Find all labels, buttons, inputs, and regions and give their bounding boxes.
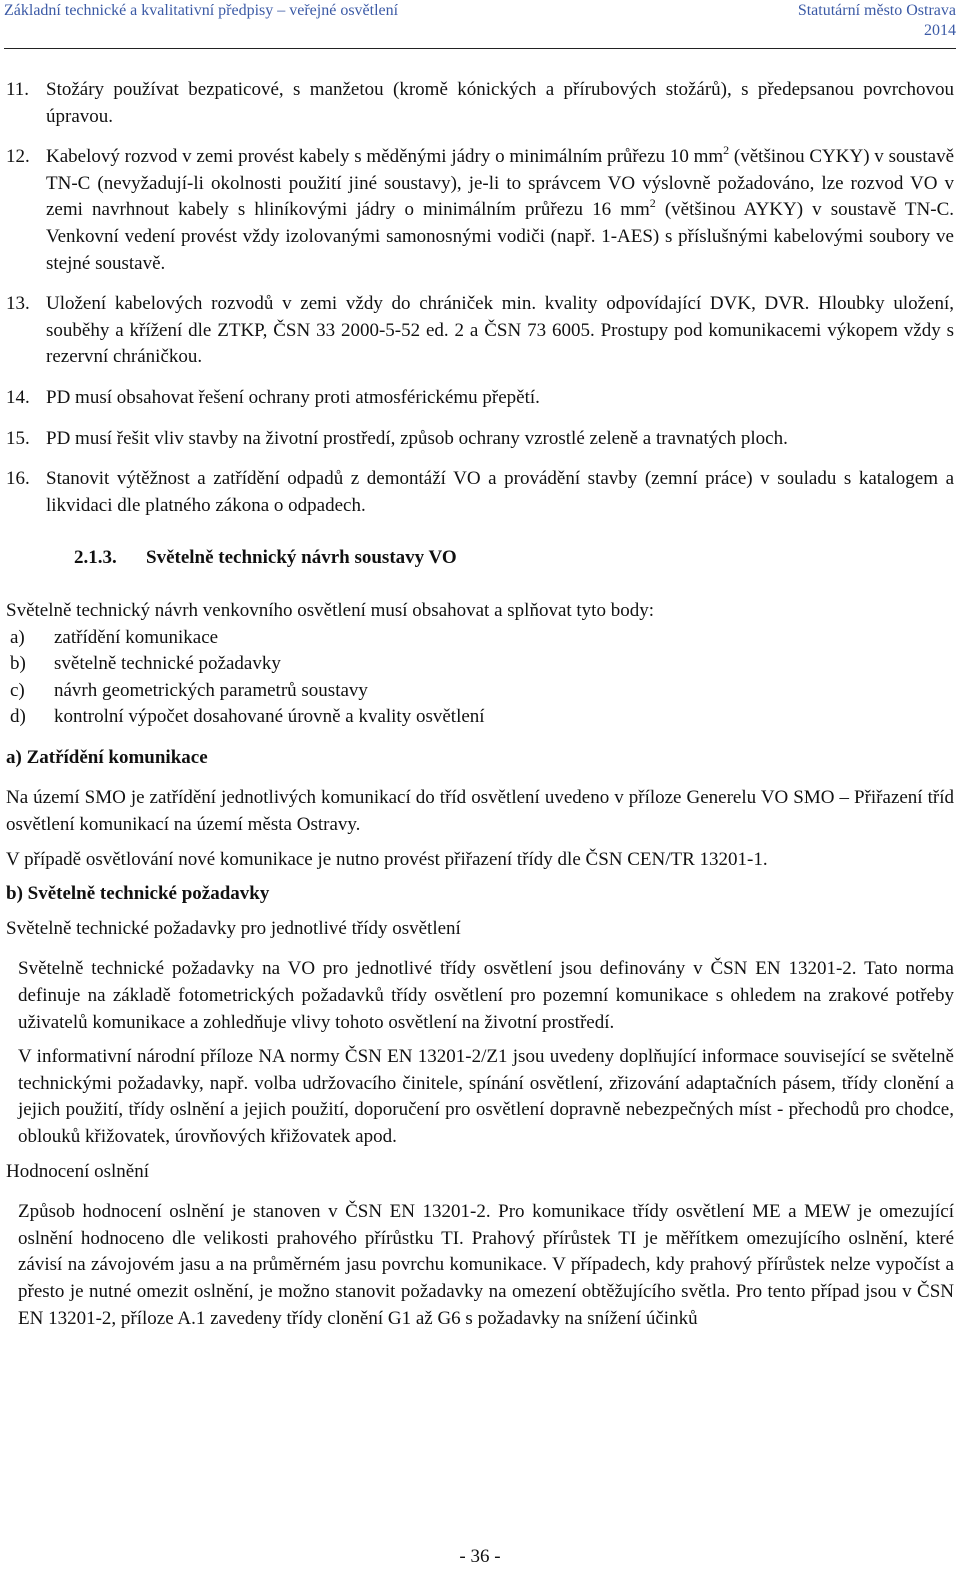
list-text: světelně technické požadavky xyxy=(54,653,281,675)
page-header xyxy=(4,0,956,49)
item-text: Stožáry používat bezpaticové, s manžetou (kromě kónických a přírubových stožárů), s předepsanou povrchovou úpravou. xyxy=(46,79,954,127)
requirements-list xyxy=(6,625,954,731)
paragraph: V informativní národní příloze NA normy ČSN EN 13201-2/Z1 jsou uvedeny doplňující informace související se světelně technickými požadavky, např. volba udržovacího činitele, spínání osvětlení, zřizování adaptačních pásem, třídy clonění a jejich použití, třídy oslnění a jejich použití, doporučení pro osvětlení dopravně nebezpečných míst - přechodů pro chodce, oblouků křižovatek, úrovňových křižovatek apod. xyxy=(18,1046,954,1147)
item-text: Uložení kabelových rozvodů v zemi vždy do chrániček min. kvality odpovídající DVK, DVR. Hloubky uložení, souběhy a křížení dle ZTKP, ČSN 33 2000-5-52 ed. 2 a ČSN 73 6005. Prostupy pod komunikacemi výkopem vždy s rezervní chráničkou. xyxy=(46,293,954,368)
section-title: Světelně technický návrh soustavy VO xyxy=(146,547,457,569)
list-item-12 xyxy=(6,144,954,277)
item-text: PD musí řešit vliv stavby na životní prostředí, způsob ochrany vzrostlé zeleně a travnatých ploch. xyxy=(46,427,788,449)
intro-paragraph: Světelně technický návrh venkovního osvětlení musí obsahovat a splňovat tyto body: xyxy=(6,599,654,621)
item-number: 11. xyxy=(6,79,30,100)
list-item-13 xyxy=(6,291,954,371)
paragraph: Na území SMO je zatřídění jednotlivých komunikací do tříd osvětlení uvedeno v příloze Generelu VO SMO – Přiřazení tříd osvětlení komunikací na území města Ostravy. xyxy=(6,787,954,836)
list-item-16 xyxy=(6,466,954,519)
item-number: 13. xyxy=(6,293,30,315)
item-text-part: (většinou CYKY) v soustavě TN-C (nevyžadují-li okolnosti použití jiné soustavy), je-li to správcem VO výslovně požadováno, lze rozvod VO v zemi navrhnout kabely s hliníkovými jádry o minimálním průřezu 16 mm xyxy=(46,146,954,221)
header-year: 2014 xyxy=(924,22,956,39)
paragraph: Způsob hodnocení oslnění je stanoven v ČSN EN 13201-2. Pro komunikace třídy osvětlení ME a MEW je omezující oslnění hodnoceno dle velikosti prahového přírůstku TI. Prahový přírůstek TI je měřítkem omezujícího oslnění, které závisí na závojovém jasu a na průměrném jasu povrchu komunikace. V případech, kdy prahový přírůstek nelze vypočíst a přesto je nutné omezit oslnění, je možno stanovit požadavky na omezení obtěžujícího světla. Pro tento případ jsou v ČSN EN 13201-2, příloze A.1 zavedeny třídy clonění G1 až G6 s požadavky na snížení účinků xyxy=(18,1201,954,1329)
superscript: 2 xyxy=(649,196,656,211)
section-number: 2.1.3. xyxy=(74,547,117,569)
list-letter: c) xyxy=(10,679,25,701)
header-document-title: Základní technické a kvalitativní předpisy – veřejné osvětlení xyxy=(4,2,399,19)
list-text: zatřídění komunikace xyxy=(54,626,219,648)
list-text: kontrolní výpočet dosahované úrovně a kvality osvětlení xyxy=(54,706,485,728)
paragraph: Světelně technické požadavky na VO pro jednotlivé třídy osvětlení jsou definovány v ČSN EN 13201-2. Tato norma definuje na základě fotometrických požadavků třídy osvětlení pro pozemní komunikace s ohledem na zrakové potřeby uživatelů komunikace a zohledňuje vlivy tohoto osvětlení na životní prostředí. xyxy=(18,958,954,1033)
list-letter: a) xyxy=(10,626,25,648)
page-number: - 36 - xyxy=(459,1546,501,1567)
list-item-11 xyxy=(6,77,954,130)
subheading: Hodnocení oslnění xyxy=(6,1160,150,1182)
header-city: Statutární město Ostrava xyxy=(797,2,956,19)
list-item xyxy=(6,625,954,652)
section-heading xyxy=(74,545,954,572)
item-number: 12. xyxy=(6,146,30,168)
header-organization xyxy=(798,1,956,41)
paragraph: V případě osvětlování nové komunikace je nutno provést přiřazení třídy dle ČSN CEN/TR 13201-1. xyxy=(6,848,768,870)
item-number: 15. xyxy=(6,427,30,449)
page-body xyxy=(6,77,954,1332)
item-text: Stanovit výtěžnost a zatřídění odpadů z demontáží VO a provádění stavby (zemní práce) v souladu s katalogem a likvidaci dle platného zákona o odpadech. xyxy=(46,468,954,516)
list-item xyxy=(6,651,954,678)
list-item xyxy=(6,678,954,705)
list-letter: b) xyxy=(10,653,26,675)
list-letter: d) xyxy=(10,706,26,728)
item-number: 14. xyxy=(6,386,30,408)
list-text: návrh geometrických parametrů soustavy xyxy=(54,679,368,701)
list-item-14 xyxy=(6,385,954,412)
subheading: Světelně technické požadavky pro jednotlivé třídy osvětlení xyxy=(6,917,461,939)
list-item-15 xyxy=(6,426,954,453)
subsection-title-b: b) Světelně technické požadavky xyxy=(6,883,270,905)
item-text-part: Kabelový rozvod v zemi provést kabely s měděnými jádry o minimálním průřezu 10 mm xyxy=(46,146,724,168)
superscript: 2 xyxy=(723,143,730,158)
item-text: PD musí obsahovat řešení ochrany proti atmosférickému přepětí. xyxy=(46,386,540,408)
item-number: 16. xyxy=(6,468,30,490)
item-text-part: (většinou AYKY) v soustavě TN-C. Venkovní vedení provést vždy izolovanými samonosnými vodiči (např. 1-AES) s příslušnými kabelovými soubory ve stejné soustavě. xyxy=(46,199,954,274)
list-item xyxy=(6,704,954,731)
item-text xyxy=(46,144,954,277)
subsection-title-a: a) Zatřídění komunikace xyxy=(6,746,208,768)
